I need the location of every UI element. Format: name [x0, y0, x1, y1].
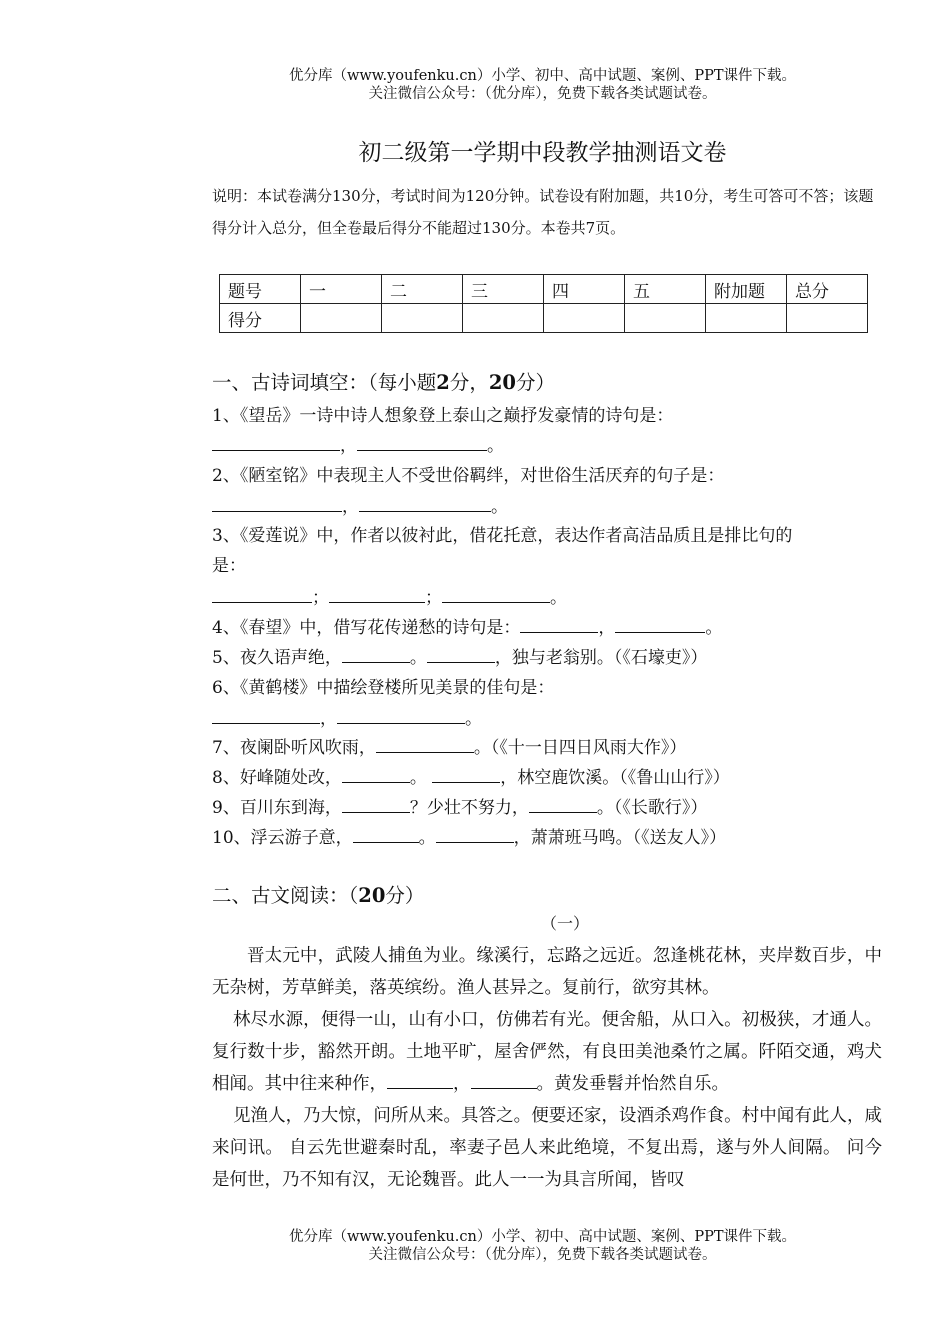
question-2: 2、《陋室铭》中表现主人不受世俗羁绊，对世俗生活厌弃的句子是：	[212, 466, 725, 486]
punct: 。	[409, 648, 427, 668]
punct: ，	[598, 618, 616, 638]
answer-blank[interactable]	[436, 828, 514, 843]
question-3-answer	[212, 583, 567, 608]
punct: ，	[453, 1074, 471, 1094]
section-1-end: 分）	[516, 371, 556, 394]
passage-number: （一）	[540, 914, 589, 933]
punct: 。	[491, 497, 508, 517]
section-2-points: 20	[358, 884, 386, 907]
question-10-text: 10、浮云游子意，	[212, 828, 353, 848]
punct: 。	[418, 828, 436, 848]
punct: 。	[409, 768, 427, 788]
passage-paragraph-1: 晋太元中，武陵人捕鱼为业。缘溪行，忘路之远近。忽逢桃花林，夹岸数百步，中无杂树，芳草鲜美，落英缤纷。渔人甚异之。复前行，欲穷其林。	[212, 946, 882, 998]
question-2-answer	[212, 492, 508, 517]
score-cell	[625, 304, 706, 333]
score-table-header-cell: 五	[625, 275, 706, 304]
score-table-header-cell: 题号	[220, 275, 301, 304]
punct: ；	[312, 588, 329, 608]
section-1-title: 一、古诗词填空：（每小题	[212, 371, 437, 394]
section-2-end: 分）	[385, 884, 425, 907]
page-header	[0, 67, 950, 103]
answer-blank[interactable]	[520, 618, 598, 633]
header-line-1: 优分库（www.youfenku.cn）小学、初中、高中试题、案例、PPT课件下载。	[288, 68, 797, 84]
answer-blank[interactable]	[432, 768, 500, 783]
score-table-header-cell: 四	[544, 275, 625, 304]
question-9-mid: ？少壮不努力，	[409, 798, 529, 818]
answer-blank[interactable]	[442, 588, 550, 603]
question-9-source: 。（《长歌行》）	[596, 798, 708, 818]
question-3: 3、《爱莲说》中，作者以彼衬此，借花托意，表达作者高洁品质且是排比句的	[212, 526, 793, 546]
answer-blank[interactable]	[212, 436, 340, 451]
score-table-header-cell: 三	[463, 275, 544, 304]
footer-line-2: 关注微信公众号：（优分库），免费下载各类试题试卷。	[368, 1247, 717, 1263]
score-cell	[301, 304, 382, 333]
score-table-header-cell: 二	[382, 275, 463, 304]
question-7	[212, 733, 686, 758]
punct: 。	[550, 588, 567, 608]
paragraph-2-text: 林尽水源，便得一山，山有小口，仿佛若有光。便舍船，从口入。初极狭，才通人。复行数十步，豁然开朗。土地平旷，屋舍俨然，有良田美池桑竹之属。阡陌交通，鸡犬相闻。其中往来种作，	[212, 1010, 882, 1094]
question-7-text: 7、夜阑卧听风吹雨，	[212, 738, 376, 758]
question-5	[212, 643, 707, 668]
answer-blank[interactable]	[376, 738, 474, 753]
question-6-answer	[212, 704, 482, 729]
punct: 。	[705, 618, 723, 638]
section-1-heading	[212, 367, 555, 395]
answer-blank[interactable]	[471, 1074, 537, 1089]
score-table-header-cell: 总分	[787, 275, 868, 304]
section-2-title: 二、古文阅读：（	[212, 884, 359, 907]
score-table	[219, 274, 868, 333]
score-table-header-row	[220, 275, 868, 304]
question-8	[212, 763, 730, 788]
footer-line-1: 优分库（www.youfenku.cn）小学、初中、高中试题、案例、PPT课件下载。	[288, 1229, 797, 1245]
question-9-text: 9、百川东到海，	[212, 798, 342, 818]
answer-blank[interactable]	[212, 709, 320, 724]
answer-blank[interactable]	[359, 497, 491, 512]
passage	[212, 940, 882, 1196]
score-table-header-cell: 一	[301, 275, 382, 304]
punct: ，	[320, 709, 337, 729]
answer-blank[interactable]	[387, 1074, 453, 1089]
section-1-points-total: 20	[488, 371, 516, 394]
answer-blank[interactable]	[615, 618, 705, 633]
question-8-source: ，林空鹿饮溪。（《鲁山山行》）	[500, 768, 730, 788]
question-7-source: 。（《十一日四日风雨大作》）	[473, 738, 687, 758]
score-row-label: 得分	[220, 304, 301, 333]
section-1-points-each: 2	[436, 371, 450, 394]
page-title: 初二级第一学期中段教学抽测语文卷	[358, 140, 727, 166]
question-10-source: ，萧萧班马鸣。（《送友人》）	[513, 828, 727, 848]
question-4-text: 4、《春望》中，借写花传递愁的诗句是：	[212, 618, 521, 638]
score-table-header-cell: 附加题	[706, 275, 787, 304]
answer-blank[interactable]	[427, 648, 495, 663]
answer-blank[interactable]	[212, 588, 312, 603]
score-cell	[463, 304, 544, 333]
page-footer	[0, 1228, 950, 1264]
paragraph-2-end: 。黄发垂髫并怡然自乐。	[536, 1074, 729, 1094]
answer-blank[interactable]	[357, 436, 487, 451]
question-3-cont: 是：	[212, 556, 246, 576]
question-6: 6、《黄鹤楼》中描绘登楼所见美景的佳句是：	[212, 678, 555, 698]
question-4	[212, 613, 722, 638]
answer-blank[interactable]	[342, 798, 410, 813]
question-9	[212, 793, 707, 818]
score-table-score-row	[220, 304, 868, 333]
exam-instructions: 说明：本试卷满分130分，考试时间为120分钟。试卷设有附加题，共10分，考生可答可不答；该题得分计入总分，但全卷最后得分不能超过130分。本卷共7页。	[212, 187, 874, 237]
header-line-2: 关注微信公众号：（优分库），免费下载各类试题试卷。	[368, 86, 717, 102]
section-1-mid: 分，	[449, 371, 489, 394]
score-cell	[544, 304, 625, 333]
score-cell	[787, 304, 868, 333]
punct: ；	[425, 588, 442, 608]
question-1-answer	[212, 431, 504, 456]
answer-blank[interactable]	[329, 588, 425, 603]
punct: 。	[465, 709, 482, 729]
score-cell	[706, 304, 787, 333]
score-cell	[382, 304, 463, 333]
question-5-source: ，独与老翁别。（《石壕吏》）	[494, 648, 708, 668]
answer-blank[interactable]	[212, 497, 342, 512]
question-8-text: 8、好峰随处改，	[212, 768, 342, 788]
punct: ，	[342, 497, 359, 517]
question-10	[212, 823, 726, 848]
answer-blank[interactable]	[353, 828, 419, 843]
passage-paragraph-2	[212, 1004, 882, 1100]
answer-blank[interactable]	[529, 798, 597, 813]
question-5-text: 5、夜久语声绝，	[212, 648, 342, 668]
punct: 。	[487, 436, 504, 456]
answer-blank[interactable]	[342, 648, 410, 663]
question-1: 1、《望岳》一诗中诗人想象登上泰山之巅抒发豪情的诗句是：	[212, 406, 674, 426]
section-2-heading	[212, 880, 424, 908]
punct: ，	[340, 436, 357, 456]
passage-paragraph-3: 见渔人，乃大惊，问所从来。具答之。便要还家，设酒杀鸡作食。村中闻有此人，咸来问讯。 自云先世避秦时乱，率妻子邑人来此绝境，不复出焉，遂与外人间隔。 问今是何世，乃不知有汉，无论魏晋。此人一一为具言所闻，皆叹	[212, 1106, 882, 1190]
answer-blank[interactable]	[342, 768, 410, 783]
answer-blank[interactable]	[337, 709, 465, 724]
